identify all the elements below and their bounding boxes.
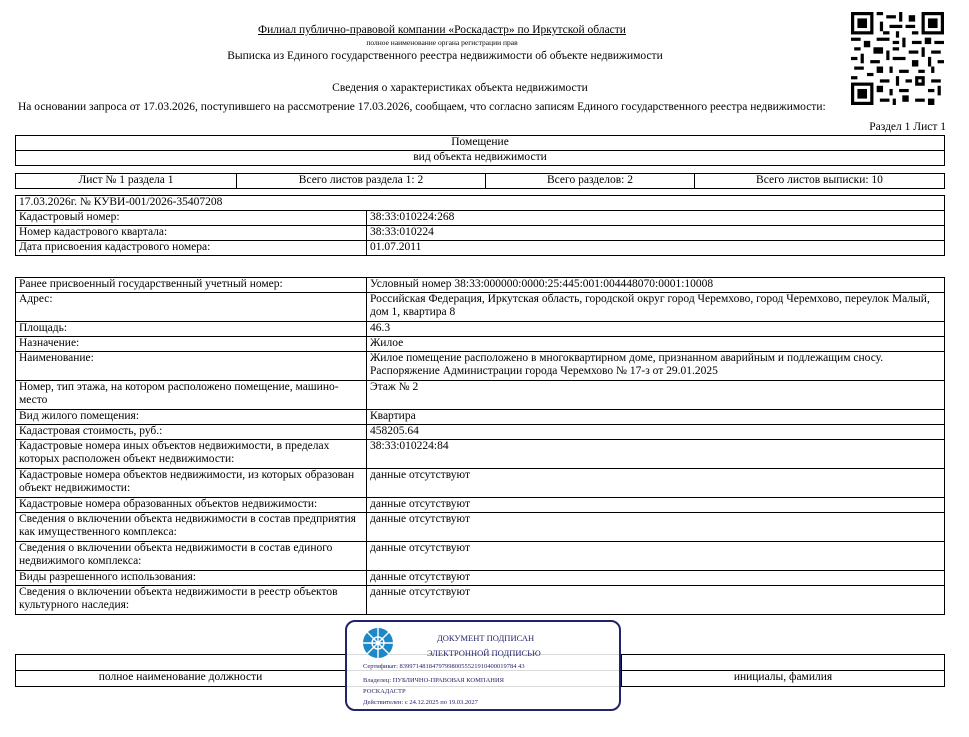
detail-label: Виды разрешенного использования:: [16, 571, 367, 586]
signature-certificate: Сертификат: 839971481847979980055521910400019784 43: [363, 663, 525, 670]
object-type-table: [15, 135, 945, 166]
sheets-table: [15, 173, 945, 189]
signature-owner: Владелец: ПУБЛИЧНО-ПРАВОВАЯ КОМПАНИЯ: [363, 677, 504, 684]
record-table: [15, 195, 945, 256]
signature-line-2: ЭЛЕКТРОННОЙ ПОДПИСЬЮ: [427, 648, 541, 658]
detail-value: 458205.64: [367, 425, 945, 440]
detail-value: данные отсутствуют: [367, 498, 945, 513]
record-value: 01.07.2011: [367, 241, 945, 256]
name-cell: [622, 655, 945, 671]
detail-value: данные отсутствуют: [367, 513, 945, 542]
detail-value: 38:33:010224:84: [367, 440, 945, 469]
position-caption: полное наименование должности: [16, 671, 346, 687]
detail-label: Ранее присвоенный государственный учетный номер:: [16, 278, 367, 293]
detail-label: Номер, тип этажа, на котором расположено помещение, машино-место: [16, 381, 367, 410]
name-caption: инициалы, фамилия: [622, 671, 945, 687]
detail-label: Площадь:: [16, 322, 367, 337]
organization-name: Филиал публично-правовой компании «Роскадастр» по Иркутской области: [258, 24, 626, 36]
detail-value: данные отсутствуют: [367, 586, 945, 615]
signature-line-1: ДОКУМЕНТ ПОДПИСАН: [437, 633, 535, 643]
record-label: Номер кадастрового квартала:: [16, 226, 367, 241]
object-type-caption: вид объекта недвижимости: [16, 151, 945, 166]
details-table: [15, 277, 945, 615]
total-sheets-extract: Всего листов выписки: 10: [695, 174, 945, 189]
detail-label: Назначение:: [16, 337, 367, 352]
total-sheets-section: Всего листов раздела 1: 2: [237, 174, 486, 189]
detail-label: Сведения о включении объекта недвижимости в состав единого недвижимого комплекса:: [16, 542, 367, 571]
record-label: Дата присвоения кадастрового номера:: [16, 241, 367, 256]
record-value: 38:33:010224:268: [367, 211, 945, 226]
section-sheet: Раздел 1 Лист 1: [869, 121, 946, 133]
detail-label: Сведения о включении объекта недвижимости в реестр объектов культурного наследия:: [16, 586, 367, 615]
detail-value: Жилое помещение расположено в многоквартирном доме, признанном аварийным и подлежащим сносу. Распоряжение Администрации города Черемхово № 17-з от 29.01.2025: [367, 352, 945, 381]
section-title: Сведения о характеристиках объекта недвижимости: [332, 82, 588, 94]
qr-code: [851, 12, 944, 105]
detail-value: 46.3: [367, 322, 945, 337]
record-number: 17.03.2026г. № КУВИ-001/2026-35407208: [16, 196, 945, 211]
organization-caption: полное наименование органа регистрации прав: [366, 38, 518, 47]
position-cell: [16, 655, 346, 671]
detail-value: Жилое: [367, 337, 945, 352]
detail-value: Условный номер 38:33:000000:0000:25:445:001:004448070:0001:10008: [367, 278, 945, 293]
detail-label: Вид жилого помещения:: [16, 410, 367, 425]
signature-validity: Действителен: с 24.12.2025 по 19.03.2027: [363, 699, 478, 706]
signature-owner-name: РОСКАДАСТР: [363, 688, 406, 695]
electronic-signature-stamp: [345, 620, 621, 711]
detail-label: Кадастровые номера образованных объектов недвижимости:: [16, 498, 367, 513]
detail-label: Наименование:: [16, 352, 367, 381]
object-type: Помещение: [16, 136, 945, 151]
detail-value: Этаж № 2: [367, 381, 945, 410]
detail-label: Кадастровые номера иных объектов недвижимости, в пределах которых расположен объект недвижимости:: [16, 440, 367, 469]
detail-value: данные отсутствуют: [367, 571, 945, 586]
basis-text: На основании запроса от 17.03.2026, поступившего на рассмотрение 17.03.2026, сообщаем, что согласно записям Единого государственного реестра недвижимости:: [18, 101, 826, 113]
detail-label: Кадастровая стоимость, руб.:: [16, 425, 367, 440]
total-sections: Всего разделов: 2: [486, 174, 695, 189]
detail-label: Сведения о включении объекта недвижимости в состав предприятия как имущественного комплекса:: [16, 513, 367, 542]
detail-value: данные отсутствуют: [367, 469, 945, 498]
record-label: Кадастровый номер:: [16, 211, 367, 226]
signature-emblem-icon: [361, 626, 395, 660]
detail-value: данные отсутствуют: [367, 542, 945, 571]
detail-label: Кадастровые номера объектов недвижимости, из которых образован объект недвижимости:: [16, 469, 367, 498]
detail-value: Квартира: [367, 410, 945, 425]
document-title: Выписка из Единого государственного реестра недвижимости об объекте недвижимости: [227, 50, 663, 62]
detail-value: Российская Федерация, Иркутская область, городской округ город Черемхово, город Черемхово, переулок Малый, дом 1, квартира 8: [367, 293, 945, 322]
detail-label: Адрес:: [16, 293, 367, 322]
record-value: 38:33:010224: [367, 226, 945, 241]
sheet-number: Лист № 1 раздела 1: [16, 174, 237, 189]
